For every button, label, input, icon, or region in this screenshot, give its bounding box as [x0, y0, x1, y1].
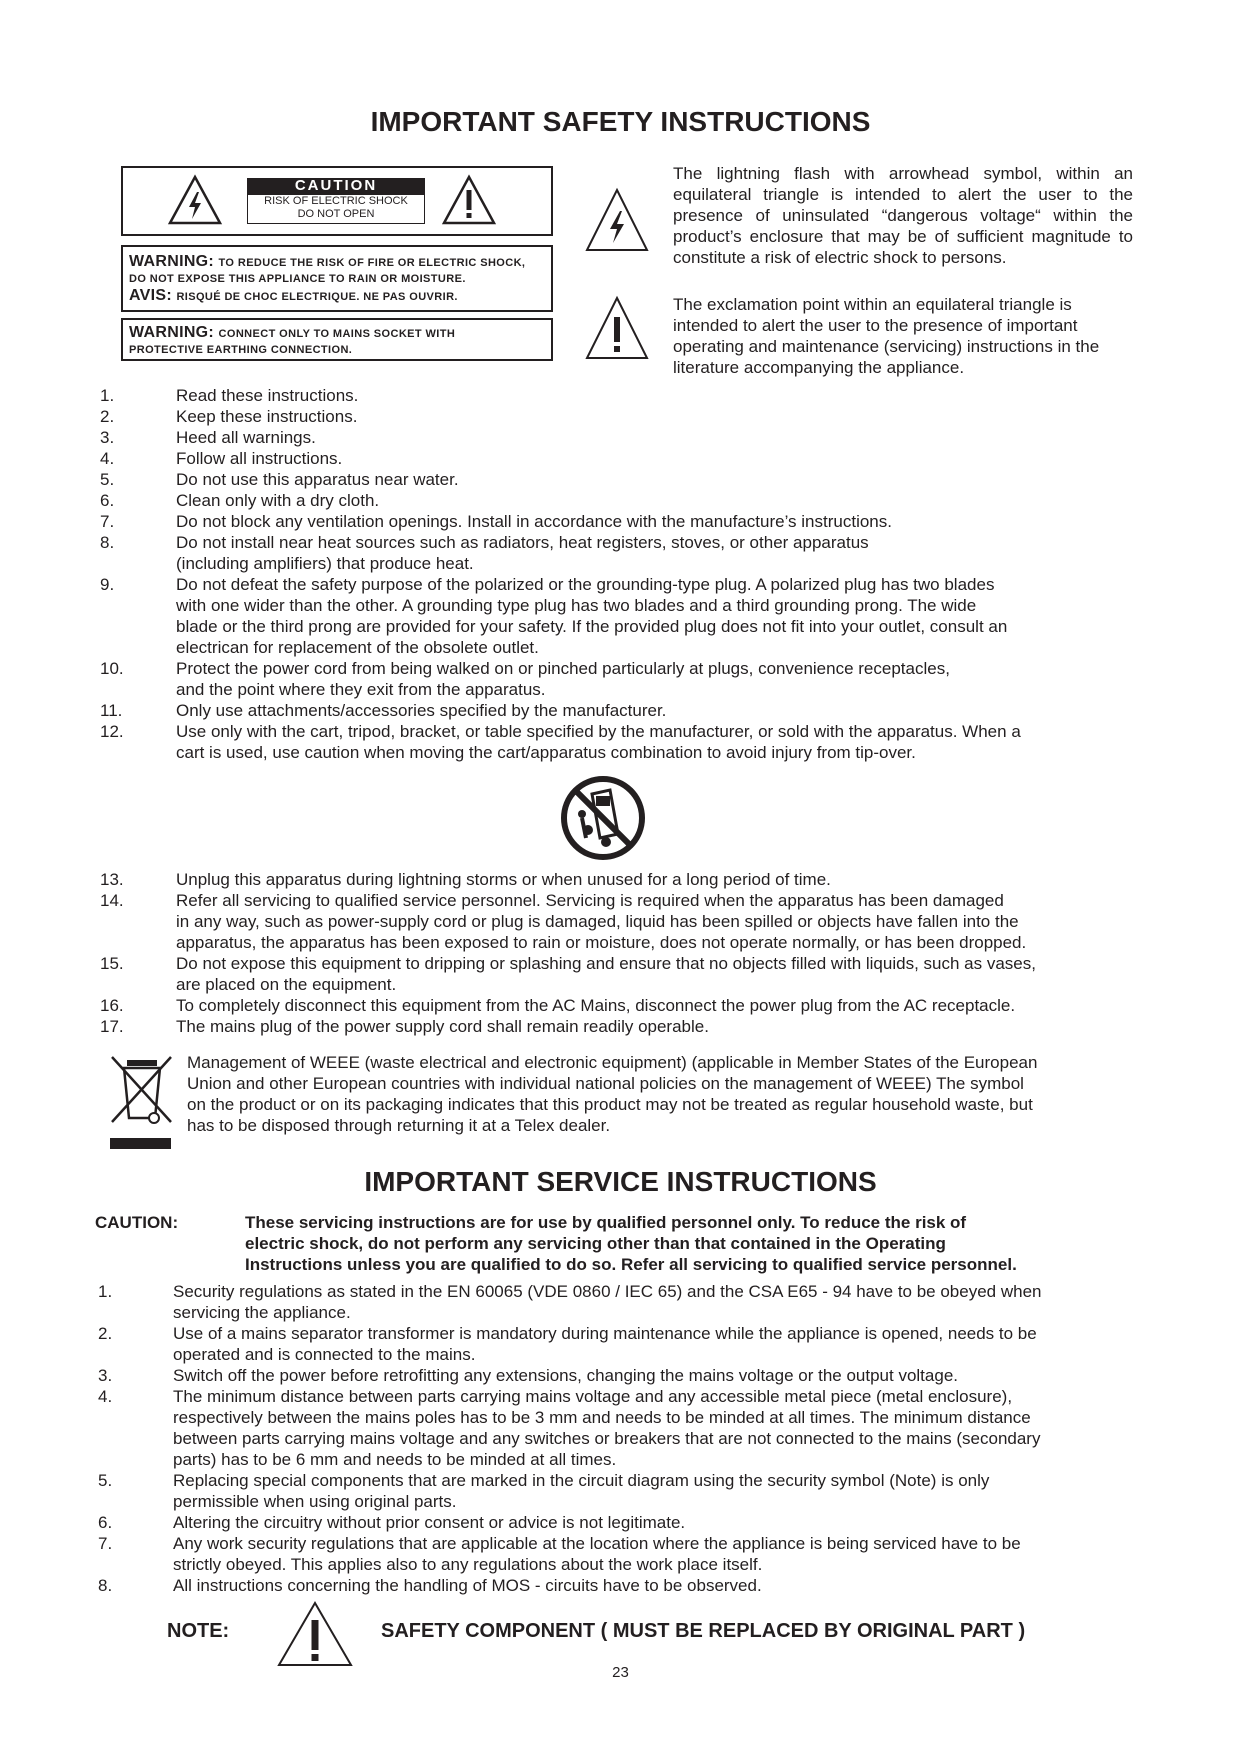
earthing-warning-box	[121, 318, 553, 361]
list-item-text: Protect the power cord from being walked on or pinched particularly at plugs, convenience receptacles,	[176, 659, 950, 678]
list-item-text: Only use attachments/accessories specified by the manufacturer.	[176, 701, 667, 720]
list-item-number: 3.	[100, 428, 115, 447]
exclamation-triangle-icon	[584, 295, 650, 361]
list-item-text: Unplug this apparatus during lightning storms or when unused for a long period of time.	[176, 870, 831, 889]
list-item-text: Refer all servicing to qualified service personnel. Servicing is required when the apparatus has been damaged	[176, 891, 1004, 910]
lightning-triangle-icon	[167, 174, 223, 226]
warning2-lead: WARNING:	[129, 324, 215, 341]
list-item	[98, 1323, 1148, 1365]
note-label: NOTE:	[167, 1620, 230, 1642]
list-item	[100, 469, 1150, 490]
list-item-text: The mains plug of the power supply cord shall remain readily operable.	[176, 1017, 709, 1036]
caution-label-box	[121, 166, 553, 236]
service-caution-line: Instructions unless you are qualified to do so. Refer all servicing to qualified service personnel.	[245, 1255, 1017, 1274]
list-item-text: operated and is connected to the mains.	[173, 1345, 476, 1364]
page-title: IMPORTANT SAFETY INSTRUCTIONS	[370, 106, 871, 137]
list-item-number: 5.	[100, 470, 115, 489]
list-item	[100, 1016, 1150, 1037]
list-item-number: 4.	[100, 449, 115, 468]
lightning-symbol-description: The lightning flash with arrowhead symbol, within an equilateral triangle is intended to alert the user to the presence of uninsulated “dangerous voltage“ within the product’s enclosure that may be of sufficient magnitude to constitute a risk of electric shock to persons.	[673, 164, 1133, 267]
caution-title: CAUTION	[247, 178, 425, 194]
list-item-text: Do not use this apparatus near water.	[176, 470, 459, 489]
list-item	[100, 953, 1150, 995]
service-caution-line: These servicing instructions are for use by qualified personnel only. To reduce the risk of	[245, 1213, 967, 1232]
list-item-text: electrican for replacement of the obsolete outlet.	[176, 638, 539, 657]
list-item	[100, 385, 1150, 406]
list-item-number: 1.	[100, 386, 115, 405]
list-item-text: permissible when using original parts.	[173, 1492, 457, 1511]
list-item-text: Any work security regulations that are applicable at the location where the appliance is being serviced have to be	[173, 1534, 1021, 1553]
service-caution-text	[245, 1212, 1145, 1275]
list-item	[100, 995, 1150, 1016]
list-item-number: 11.	[100, 701, 123, 720]
list-item	[100, 511, 1150, 532]
list-item-text: respectively between the mains poles has to be 3 mm and needs to be minded at all times. The minimum distance	[173, 1408, 1031, 1427]
weee-line: has to be disposed through returning it at a Telex dealer.	[187, 1116, 611, 1135]
service-caution-label: CAUTION:	[95, 1213, 179, 1232]
list-item	[100, 532, 1150, 574]
note-text: SAFETY COMPONENT ( MUST BE REPLACED BY ORIGINAL PART )	[381, 1620, 1026, 1642]
list-item	[98, 1281, 1148, 1323]
warning-text: TO REDUCE THE RISK OF FIRE OR ELECTRIC SHOCK,	[218, 257, 526, 269]
warning-box	[121, 245, 553, 312]
avis-text: RISQUÉ DE CHOC ELECTRIQUE. NE PAS OUVRIR.	[176, 291, 458, 303]
list-item-number: 2.	[100, 407, 115, 426]
list-item-number: 1.	[98, 1282, 113, 1301]
exclamation-triangle-icon	[276, 1600, 354, 1668]
list-item	[98, 1365, 1148, 1386]
list-item-text: cart is used, use caution when moving the cart/apparatus combination to avoid injury from tip-over.	[176, 743, 916, 762]
weee-line: Union and other European countries with individual national policies on the management of WEEE) The symbol	[187, 1074, 1024, 1093]
list-item	[100, 890, 1150, 953]
list-item-text: All instructions concerning the handling of MOS - circuits have to be observed.	[173, 1576, 762, 1595]
list-item-number: 4.	[98, 1387, 113, 1406]
caution-subtitle-line1: RISK OF ELECTRIC SHOCK	[264, 195, 408, 207]
page-number: 23	[612, 1664, 629, 1681]
exclamation-triangle-icon	[441, 174, 497, 226]
service-title: IMPORTANT SERVICE INSTRUCTIONS	[364, 1166, 877, 1197]
list-item-text: between parts carrying mains voltage and any switches or breakers that are not connected to the mains (secondary	[173, 1429, 1041, 1448]
list-item	[100, 490, 1150, 511]
list-item-number: 16.	[100, 996, 124, 1015]
list-item	[98, 1575, 1148, 1596]
service-caution-line: electric shock, do not perform any servicing other than that contained in the Operating	[245, 1234, 946, 1253]
lightning-triangle-icon	[584, 187, 650, 253]
list-item-text: servicing the appliance.	[173, 1303, 351, 1322]
list-item-number: 8.	[100, 533, 115, 552]
warning2-text: CONNECT ONLY TO MAINS SOCKET WITH	[218, 328, 456, 340]
list-item-text: Do not expose this equipment to dripping or splashing and ensure that no objects filled with liquids, such as vases,	[176, 954, 1036, 973]
list-item	[98, 1470, 1148, 1512]
list-item-number: 3.	[98, 1366, 113, 1385]
list-item-text: Clean only with a dry cloth.	[176, 491, 380, 510]
list-item	[100, 869, 1150, 890]
list-item-text: Follow all instructions.	[176, 449, 343, 468]
warning2-text-2: PROTECTIVE EARTHING CONNECTION.	[129, 344, 353, 356]
exclamation-symbol-description: The exclamation point within an equilateral triangle is intended to alert the user to the presence of important operating and maintenance (servicing) instructions in the literature accompanying the appliance.	[673, 295, 1100, 377]
list-item-number: 8.	[98, 1576, 113, 1595]
avis-lead: AVIS:	[129, 287, 172, 304]
list-item	[100, 700, 1150, 721]
list-item-number: 6.	[98, 1513, 113, 1532]
list-item-text: To completely disconnect this equipment from the AC Mains, disconnect the power plug from the AC receptacle.	[176, 996, 1016, 1015]
list-item-text: Heed all warnings.	[176, 428, 316, 447]
list-item-number: 15.	[100, 954, 124, 973]
safety-instructions-list	[100, 385, 1150, 763]
weee-line: on the product or on its packaging indicates that this product may not be treated as regular household waste, but	[187, 1095, 1033, 1114]
list-item-number: 7.	[100, 512, 115, 531]
list-item	[100, 448, 1150, 469]
list-item-text: Do not defeat the safety purpose of the polarized or the grounding-type plug. A polarized plug has two blades	[176, 575, 995, 594]
service-instructions-list	[98, 1281, 1148, 1596]
list-item-text: are placed on the equipment.	[176, 975, 397, 994]
list-item-text: Use of a mains separator transformer is mandatory during maintenance while the appliance is opened, needs to be	[173, 1324, 1037, 1343]
list-item-number: 13.	[100, 870, 124, 889]
list-item	[98, 1386, 1148, 1470]
list-item-text: Read these instructions.	[176, 386, 359, 405]
list-item-text: (including amplifiers) that produce heat.	[176, 554, 474, 573]
list-item-number: 7.	[98, 1534, 113, 1553]
list-item-number: 17.	[100, 1017, 124, 1036]
safety-instructions-list-continued	[100, 869, 1150, 1037]
list-item-number: 2.	[98, 1324, 113, 1343]
weee-bin-icon	[107, 1052, 177, 1150]
list-item-text: in any way, such as power-supply cord or plug is damaged, liquid has been spilled or objects have fallen into the	[176, 912, 1019, 931]
weee-description	[187, 1052, 1147, 1136]
list-item	[100, 574, 1150, 658]
list-item-number: 6.	[100, 491, 115, 510]
warning-lead: WARNING:	[129, 253, 215, 270]
list-item	[100, 406, 1150, 427]
list-item-number: 9.	[100, 575, 115, 594]
list-item-text: Use only with the cart, tripod, bracket, or table specified by the manufacturer, or sold with the apparatus. When a	[176, 722, 1021, 741]
cart-tipover-icon	[558, 776, 648, 860]
list-item-text: apparatus, the apparatus has been exposed to rain or moisture, does not operate normally, or has been dropped.	[176, 933, 1027, 952]
list-item-number: 10.	[100, 659, 124, 678]
list-item	[100, 721, 1150, 763]
list-item-text: Keep these instructions.	[176, 407, 358, 426]
list-item-text: Altering the circuitry without prior consent or advice is not legitimate.	[173, 1513, 686, 1532]
warning-text-2: DO NOT EXPOSE THIS APPLIANCE TO RAIN OR MOISTURE.	[129, 273, 466, 285]
list-item-text: Do not block any ventilation openings. Install in accordance with the manufacture’s instructions.	[176, 512, 892, 531]
list-item-text: Replacing special components that are marked in the circuit diagram using the security symbol (Note) is only	[173, 1471, 990, 1490]
list-item	[100, 658, 1150, 700]
list-item-text: Do not install near heat sources such as radiators, heat registers, stoves, or other apparatus	[176, 533, 869, 552]
list-item	[100, 427, 1150, 448]
weee-line: Management of WEEE (waste electrical and electronic equipment) (applicable in Member States of the European	[187, 1053, 1038, 1072]
list-item-number: 12.	[100, 722, 124, 741]
list-item-text: Switch off the power before retrofitting any extensions, changing the mains voltage or the output voltage.	[173, 1366, 958, 1385]
list-item-text: The minimum distance between parts carrying mains voltage and any accessible metal piece (metal enclosure),	[173, 1387, 1013, 1406]
list-item	[98, 1512, 1148, 1533]
list-item-text: blade or the third prong are provided for your safety. If the provided plug does not fit into your outlet, consult an	[176, 617, 1008, 636]
list-item-text: with one wider than the other. A grounding type plug has two blades and a third grounding prong. The wide	[176, 596, 977, 615]
caution-subtitle-line2: DO NOT OPEN	[297, 208, 375, 220]
list-item-text: and the point where they exit from the apparatus.	[176, 680, 546, 699]
list-item-text: parts) has to be 6 mm and needs to be minded at all times.	[173, 1450, 617, 1469]
list-item-number: 14.	[100, 891, 124, 910]
list-item-text: strictly obeyed. This applies also to any regulations about the work place itself.	[173, 1555, 763, 1574]
caution-subtitle	[247, 194, 425, 224]
list-item	[98, 1533, 1148, 1575]
list-item-number: 5.	[98, 1471, 113, 1490]
list-item-text: Security regulations as stated in the EN 60065 (VDE 0860 / IEC 65) and the CSA E65 - 94 have to be obeyed when	[173, 1282, 1042, 1301]
